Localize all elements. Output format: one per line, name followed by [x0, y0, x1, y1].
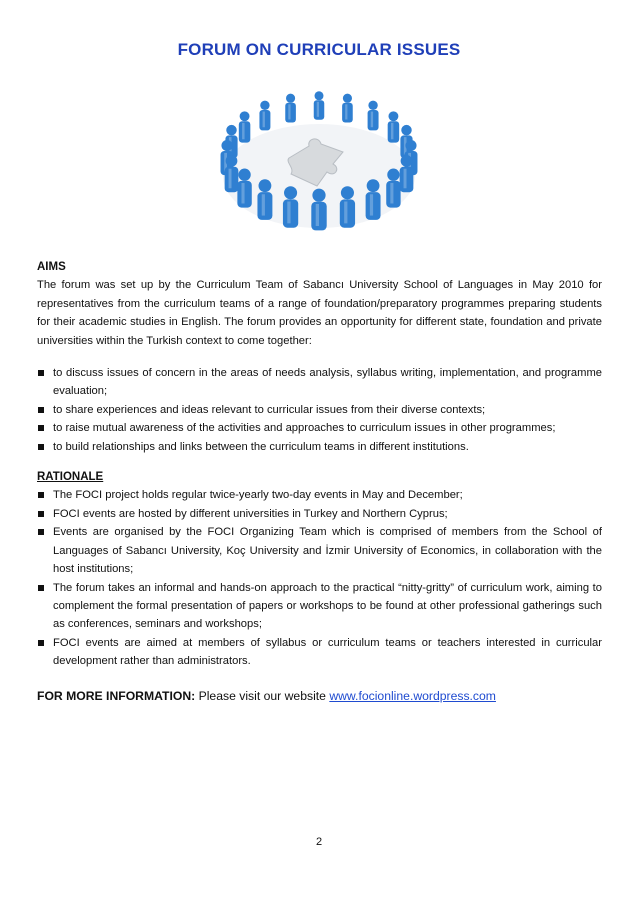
bullet-square-icon — [38, 444, 44, 450]
list-item: The FOCI project holds regular twice-yearly two-day events in May and December; — [37, 486, 602, 504]
person-figure-icon — [237, 169, 251, 208]
person-figure-icon — [342, 94, 353, 123]
bullet-square-icon — [38, 425, 44, 431]
person-figure-icon — [257, 179, 272, 220]
bullet-square-icon — [38, 511, 44, 517]
list-item: FOCI events are aimed at members of syllabus or curriculum teams or teachers interested in curricular development rather than administrators. — [37, 634, 602, 671]
people-circle-around-puzzle-icon — [205, 76, 433, 248]
list-item: The forum takes an informal and hands-on approach to the practical “nitty-gritty” of curriculum work, aiming to complement the formal presentation of papers or workshops to be found at other professional gatherings such as conferences, seminars and workshops; — [37, 579, 602, 634]
bullet-square-icon — [38, 492, 44, 498]
person-figure-icon — [239, 111, 251, 142]
person-figure-icon — [311, 189, 326, 231]
rationale-heading: RATIONALE — [37, 471, 104, 484]
list-item: to build relationships and links between the curriculum teams in different institutions. — [37, 438, 602, 456]
rationale-list — [37, 486, 602, 670]
person-figure-icon — [340, 186, 355, 227]
person-figure-icon — [259, 101, 270, 131]
bullet-square-icon — [38, 407, 44, 413]
website-link[interactable]: www.focionline.wordpress.com — [329, 688, 496, 703]
bullet-square-icon — [38, 585, 44, 591]
person-figure-icon — [283, 186, 298, 227]
person-figure-icon — [285, 94, 296, 123]
person-figure-icon — [386, 169, 400, 208]
aims-heading: AIMS — [37, 261, 66, 273]
person-figure-icon — [314, 91, 325, 120]
page-title: FORUM ON CURRICULAR ISSUES — [177, 40, 461, 59]
person-figure-icon — [225, 155, 239, 192]
more-info-line — [37, 687, 602, 705]
more-info-label: FOR MORE INFORMATION: — [37, 688, 196, 703]
list-item: to raise mutual awareness of the activities and approaches to curriculum issues in other programmes; — [37, 419, 602, 437]
bullet-square-icon — [38, 370, 44, 376]
list-item: to discuss issues of concern in the areas of needs analysis, syllabus writing, implementation, and programme evaluation; — [37, 364, 602, 401]
person-figure-icon — [400, 155, 414, 192]
more-info-text: Please visit our website — [195, 688, 330, 703]
bullet-square-icon — [38, 529, 44, 535]
list-item: FOCI events are hosted by different universities in Turkey and Northern Cyprus; — [37, 505, 602, 523]
page-content — [37, 258, 602, 705]
person-figure-icon — [368, 101, 379, 131]
bullet-square-icon — [38, 640, 44, 646]
list-item: Events are organised by the FOCI Organizing Team which is comprised of members from the School of Languages of Sabancı University, Koç University and İzmir University of Economics, in collaboration with the host institutions; — [37, 523, 602, 578]
person-figure-icon — [388, 111, 400, 142]
page-number: 2 — [315, 836, 323, 848]
list-item: to share experiences and ideas relevant to curricular issues from their diverse contexts; — [37, 401, 602, 419]
person-figure-icon — [366, 179, 381, 220]
aims-list — [37, 364, 602, 456]
aims-paragraph: The forum was set up by the Curriculum Team of Sabancı University School of Languages in May 2010 for representatives from the curriculum teams of a range of foundation/preparatory programmes preparing students for their academic studies in English. The forum provides an opportunity for different state, foundation and private universities within the Turkish context to come together: — [37, 279, 602, 347]
